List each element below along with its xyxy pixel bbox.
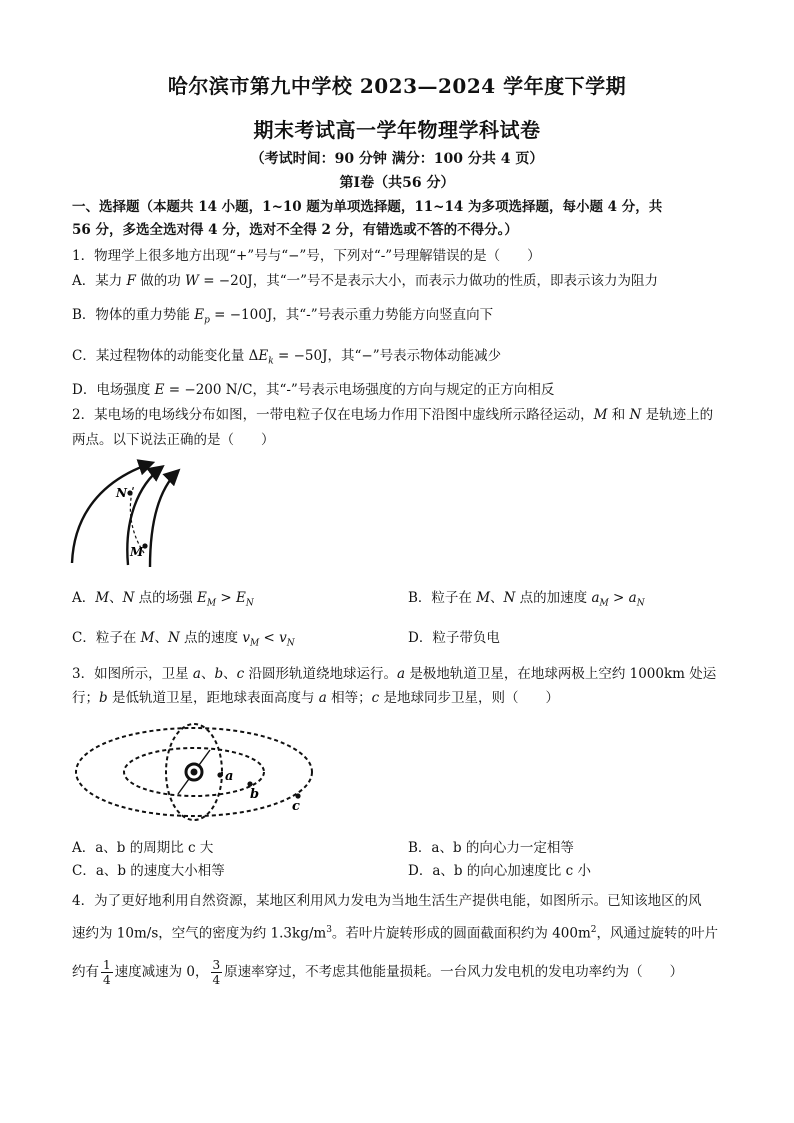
q2-b-a2: a	[628, 590, 637, 606]
q2-b-a1: a	[591, 590, 600, 606]
q4-line3-mid: 速度减速为 0，	[114, 964, 209, 980]
q2-c-mid: 点的速度	[179, 630, 243, 646]
q3-stem2-pre: 行；	[72, 690, 99, 706]
q2-option-a	[72, 588, 254, 614]
q4-line2	[72, 920, 732, 944]
q2-b-gt: >	[608, 590, 629, 606]
q3-stem-a2: a	[396, 666, 406, 682]
q3-stem2-post: 是地球同步卫星，则（ ）	[379, 690, 559, 706]
q2-a-e1: E	[196, 590, 207, 606]
q4-fraction-three-quarters	[211, 958, 223, 987]
q3-stem2-b: b	[99, 690, 108, 706]
q2-a-s1: M	[206, 598, 217, 609]
q1-a-force: F	[126, 273, 136, 289]
q2-b-s2: N	[636, 598, 645, 609]
q2-b-s1: M	[599, 598, 609, 609]
q2-stem-post: 是轨迹上的	[641, 407, 714, 423]
q3-stem2-mid: 是低轨道卫星，距地球表面高度与	[107, 690, 319, 706]
q2-stem-and: 和	[607, 407, 630, 423]
point-m-label: M	[130, 545, 144, 559]
q3-stem-sep1: 、	[200, 666, 215, 682]
q1-b-sub: p	[204, 315, 210, 326]
q2-c-sep: 、	[154, 630, 168, 646]
q3-stem-a: a	[192, 666, 201, 682]
q3-stem-b: b	[214, 666, 224, 682]
q3-stem2-c: c	[371, 690, 380, 706]
q2-a-gt: >	[216, 590, 236, 606]
q3-stem-c: c	[236, 666, 245, 682]
label-b: b	[250, 787, 260, 802]
q1-option-a	[72, 271, 732, 291]
q2-a-e2: E	[235, 590, 246, 606]
q1-a-work: W	[185, 273, 199, 289]
q4-area-exp: 2	[590, 925, 597, 935]
q1-b-value: = −100J	[209, 307, 273, 323]
q3-orbit-figure	[70, 722, 330, 834]
exam-info: （考试时间：90 分钟 满分：100 分共 4 页）	[250, 151, 544, 167]
q4-line3-post: 原速率穿过，不考虑其他能量损耗。一台风力发电机的发电功率约为（ ）	[224, 964, 684, 980]
q4-frac2-den: 4	[212, 973, 221, 987]
label-a: a	[225, 769, 234, 784]
q2-c-lt: <	[259, 630, 280, 646]
q2-a-s2: N	[245, 598, 254, 609]
q4-line2-mid: 。若叶片旋转形成的圆面截面积约为 400m	[331, 925, 591, 942]
q1-option-b	[72, 305, 732, 331]
q3-stem-sep2: 、	[223, 666, 237, 682]
q1-d-value: = −200 N/C	[164, 382, 253, 398]
section-heading: 第Ⅰ卷（共56 分）	[339, 175, 455, 191]
q1-option-c	[72, 346, 732, 372]
q4-fraction-quarter	[101, 958, 113, 987]
label-c: c	[292, 799, 300, 814]
q1-c-prefix: C．某过程物体的动能变化量 Δ	[72, 348, 259, 364]
q4-line2-pre: 速约为 10m/s，空气的密度为约 1.3kg/m	[72, 925, 327, 942]
q3-option-a: A．a、b 的周期比 c 大	[72, 840, 214, 856]
q4-line2-post: ，风通过旋转的叶片	[596, 925, 719, 942]
q2-stem-line2: 两点。以下说法正确的是（ ）	[72, 432, 275, 448]
q2-a-m: M	[95, 590, 110, 606]
q1-a-mid: 做的功	[135, 273, 186, 289]
q2-c-n: N	[167, 630, 180, 646]
exam-title-line1: 哈尔滨市第九中学校 2023—2024 学年度下学期	[167, 74, 627, 98]
q2-option-c	[72, 628, 295, 654]
q1-option-d	[72, 380, 732, 400]
q2-stem-line1	[72, 405, 732, 425]
q1-b-energy: E	[194, 307, 205, 323]
instructions-line1: 一、选择题（本题共 14 小题，1~10 题为单项选择题，11~14 为多项选择题，每小题 4 分，共	[72, 199, 663, 215]
q4-line3-pre: 约有	[72, 964, 99, 980]
satellite-b	[247, 781, 252, 786]
q3-option-d: D．a、b 的向心加速度比 c 小	[408, 863, 591, 879]
q3-stem-line1	[72, 664, 732, 684]
q1-a-text: ，其“一”号不是表示大小，而表示力做功的性质，即表示该力为阻力	[252, 273, 659, 289]
satellite-a	[217, 772, 222, 777]
point-n-label: N	[116, 486, 127, 500]
q4-frac2-num: 3	[212, 958, 221, 972]
q2-a-prefix: A．	[72, 590, 96, 606]
q2-c-s2: N	[286, 638, 295, 649]
earth-core	[191, 769, 198, 776]
q2-a-n: N	[122, 590, 135, 606]
q3-stem-pre: 3．如图所示，卫星	[72, 666, 193, 682]
q2-b-m: M	[476, 590, 491, 606]
q1-c-text: ，其“−”号表示物体动能减少	[327, 348, 502, 364]
q1-d-text: ，其“-”号表示电场强度的方向与规定的正方向相反	[252, 382, 555, 398]
q2-c-s1: M	[250, 638, 260, 649]
q2-stem-m: M	[593, 407, 608, 423]
q2-stem-n: N	[629, 407, 642, 423]
q2-option-b	[408, 588, 645, 614]
q1-d-field: E	[154, 382, 165, 398]
q1-c-sub: k	[268, 356, 274, 367]
q4-density-exp: 3	[326, 925, 332, 935]
q3-stem-line2	[72, 688, 732, 708]
q1-a-value: = −20J	[198, 273, 253, 289]
q2-a-sep: 、	[109, 590, 123, 606]
point-n-dot	[127, 490, 132, 495]
q2-c-v2: v	[279, 630, 287, 646]
particle-trajectory	[130, 485, 144, 553]
satellite-c	[295, 793, 300, 798]
q2-option-d: D．粒子带负电	[408, 630, 500, 646]
q4-frac1-den: 4	[103, 973, 111, 987]
q3-option-c: C．a、b 的速度大小相等	[72, 863, 225, 879]
q4-line1: 4．为了更好地利用自然资源，某地区利用风力发电为当地生活生产提供电能，如图所示。已知该地区的风	[72, 893, 702, 909]
q2-c-prefix: C．粒子在	[72, 630, 141, 646]
q2-b-mid: 点的加速度	[515, 590, 592, 606]
q2-c-v1: v	[242, 630, 250, 646]
q2-b-n: N	[503, 590, 516, 606]
q1-stem: 1．物理学上很多地方出现“+”号与“−”号，下列对“-”号理解错误的是（ ）	[72, 248, 541, 264]
q3-option-b: B．a、b 的向心力一定相等	[408, 840, 574, 856]
q1-b-prefix: B．物体的重力势能	[72, 307, 195, 323]
q3-stem-mid: 沿圆形轨道绕地球运行。	[244, 666, 397, 682]
field-line-3	[150, 471, 178, 567]
q2-a-mid: 点的场强	[134, 590, 197, 606]
q4-line3	[72, 955, 732, 995]
q4-frac1-num: 1	[103, 958, 111, 972]
q3-stem2-a: a	[318, 690, 327, 706]
q1-c-value: = −50J	[273, 348, 328, 364]
q2-c-m: M	[140, 630, 155, 646]
q3-stem2-mid2: 相等；	[326, 690, 372, 706]
q1-d-prefix: D．电场强度	[72, 382, 155, 398]
instructions-line2: 56 分，多选全选对得 4 分，选对不全得 2 分，有错选或不答的不得分。）	[72, 222, 518, 238]
q2-stem-pre: 2．某电场的电场线分布如图，一带电粒子仅在电场力作用下沿图中虚线所示路径运动，	[72, 407, 594, 423]
q3-stem-post: 是极地轨道卫星，在地球两极上空约 1000km 处运	[405, 666, 717, 682]
q2-b-prefix: B．粒子在	[408, 590, 477, 606]
q1-c-energy: E	[258, 348, 269, 364]
q2-electric-field-figure	[66, 455, 196, 570]
q2-b-sep: 、	[490, 590, 504, 606]
q1-b-text: ，其“-”号表示重力势能方向竖直向下	[272, 307, 494, 323]
q1-a-prefix: A．某力	[72, 273, 127, 289]
exam-title-line2: 期末考试高一学年物理学科试卷	[253, 118, 541, 142]
